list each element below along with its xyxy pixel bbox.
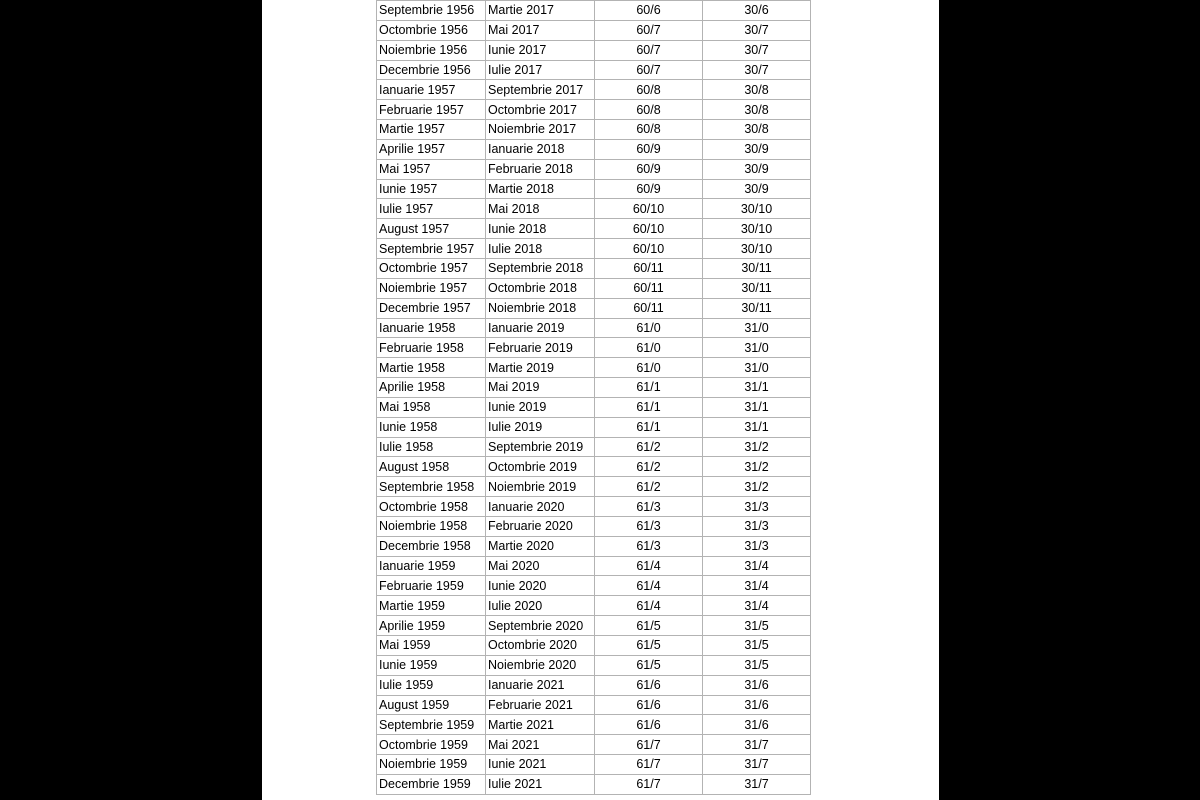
standard-age-cell: 60/9 xyxy=(595,139,703,159)
table-row xyxy=(377,100,811,120)
standard-age-cell: 61/4 xyxy=(595,576,703,596)
standard-age-cell: 61/2 xyxy=(595,437,703,457)
retirement-month-cell: Iunie 2021 xyxy=(486,755,595,775)
table-row xyxy=(377,596,811,616)
standard-age-cell: 61/5 xyxy=(595,616,703,636)
table-row xyxy=(377,40,811,60)
birth-month-cell: Februarie 1957 xyxy=(377,100,486,120)
standard-age-cell: 61/1 xyxy=(595,397,703,417)
standard-age-cell: 61/0 xyxy=(595,338,703,358)
standard-age-cell: 61/3 xyxy=(595,536,703,556)
standard-age-cell: 61/6 xyxy=(595,715,703,735)
retirement-month-cell: Noiembrie 2020 xyxy=(486,655,595,675)
retirement-month-cell: Mai 2021 xyxy=(486,735,595,755)
page-bottom-edge xyxy=(262,796,939,800)
contribution-period-cell: 31/4 xyxy=(703,556,811,576)
birth-month-cell: Octombrie 1959 xyxy=(377,735,486,755)
contribution-period-cell: 31/3 xyxy=(703,497,811,517)
contribution-period-cell: 31/3 xyxy=(703,536,811,556)
retirement-month-cell: Mai 2020 xyxy=(486,556,595,576)
table-row xyxy=(377,378,811,398)
retirement-month-cell: Martie 2018 xyxy=(486,179,595,199)
birth-month-cell: Mai 1958 xyxy=(377,397,486,417)
retirement-month-cell: Mai 2017 xyxy=(486,20,595,40)
table-row xyxy=(377,258,811,278)
contribution-period-cell: 30/8 xyxy=(703,80,811,100)
birth-month-cell: Septembrie 1958 xyxy=(377,477,486,497)
contribution-period-cell: 31/0 xyxy=(703,338,811,358)
contribution-period-cell: 30/8 xyxy=(703,100,811,120)
contribution-period-cell: 31/2 xyxy=(703,457,811,477)
standard-age-cell: 61/5 xyxy=(595,655,703,675)
retirement-month-cell: Iunie 2018 xyxy=(486,219,595,239)
contribution-period-cell: 31/2 xyxy=(703,437,811,457)
contribution-period-cell: 31/6 xyxy=(703,715,811,735)
contribution-period-cell: 30/7 xyxy=(703,20,811,40)
contribution-period-cell: 31/5 xyxy=(703,636,811,656)
birth-month-cell: Septembrie 1957 xyxy=(377,239,486,259)
birth-month-cell: Noiembrie 1956 xyxy=(377,40,486,60)
retirement-month-cell: Septembrie 2018 xyxy=(486,258,595,278)
birth-month-cell: Mai 1957 xyxy=(377,159,486,179)
birth-month-cell: Februarie 1959 xyxy=(377,576,486,596)
table-row xyxy=(377,735,811,755)
standard-age-cell: 60/6 xyxy=(595,1,703,21)
table-row xyxy=(377,1,811,21)
retirement-month-cell: Mai 2018 xyxy=(486,199,595,219)
retirement-month-cell: Ianuarie 2019 xyxy=(486,318,595,338)
contribution-period-cell: 31/5 xyxy=(703,655,811,675)
birth-month-cell: August 1958 xyxy=(377,457,486,477)
retirement-month-cell: Februarie 2018 xyxy=(486,159,595,179)
retirement-month-cell: Octombrie 2019 xyxy=(486,457,595,477)
birth-month-cell: Aprilie 1959 xyxy=(377,616,486,636)
birth-month-cell: Ianuarie 1957 xyxy=(377,80,486,100)
retirement-month-cell: Septembrie 2019 xyxy=(486,437,595,457)
contribution-period-cell: 31/2 xyxy=(703,477,811,497)
retirement-month-cell: Noiembrie 2017 xyxy=(486,120,595,140)
table-row xyxy=(377,358,811,378)
table-row xyxy=(377,417,811,437)
standard-age-cell: 61/4 xyxy=(595,556,703,576)
standard-age-cell: 61/1 xyxy=(595,378,703,398)
retirement-month-cell: Iunie 2020 xyxy=(486,576,595,596)
contribution-period-cell: 30/11 xyxy=(703,298,811,318)
standard-age-cell: 60/10 xyxy=(595,199,703,219)
standard-age-cell: 61/5 xyxy=(595,636,703,656)
retirement-month-cell: Noiembrie 2018 xyxy=(486,298,595,318)
birth-month-cell: Mai 1959 xyxy=(377,636,486,656)
retirement-month-cell: Martie 2020 xyxy=(486,536,595,556)
table-row xyxy=(377,60,811,80)
standard-age-cell: 60/8 xyxy=(595,80,703,100)
retirement-month-cell: Martie 2019 xyxy=(486,358,595,378)
birth-month-cell: Noiembrie 1957 xyxy=(377,278,486,298)
table-row xyxy=(377,80,811,100)
table-row xyxy=(377,675,811,695)
contribution-period-cell: 31/7 xyxy=(703,755,811,775)
retirement-month-cell: Noiembrie 2019 xyxy=(486,477,595,497)
retirement-month-cell: Iulie 2021 xyxy=(486,774,595,794)
retirement-month-cell: Septembrie 2020 xyxy=(486,616,595,636)
table-row xyxy=(377,278,811,298)
contribution-period-cell: 31/7 xyxy=(703,774,811,794)
standard-age-cell: 60/9 xyxy=(595,159,703,179)
table-row xyxy=(377,636,811,656)
table-row xyxy=(377,497,811,517)
contribution-period-cell: 31/5 xyxy=(703,616,811,636)
standard-age-cell: 60/7 xyxy=(595,60,703,80)
table-row xyxy=(377,397,811,417)
table-row xyxy=(377,616,811,636)
table-row xyxy=(377,219,811,239)
document-page xyxy=(262,0,939,800)
contribution-period-cell: 31/1 xyxy=(703,397,811,417)
table-row xyxy=(377,139,811,159)
retirement-month-cell: Octombrie 2020 xyxy=(486,636,595,656)
standard-age-cell: 60/8 xyxy=(595,100,703,120)
contribution-period-cell: 31/6 xyxy=(703,695,811,715)
contribution-period-cell: 30/10 xyxy=(703,239,811,259)
birth-month-cell: Decembrie 1957 xyxy=(377,298,486,318)
standard-age-cell: 60/9 xyxy=(595,179,703,199)
table-row xyxy=(377,536,811,556)
standard-age-cell: 61/7 xyxy=(595,735,703,755)
birth-month-cell: Iulie 1958 xyxy=(377,437,486,457)
retirement-month-cell: Ianuarie 2021 xyxy=(486,675,595,695)
standard-age-cell: 61/2 xyxy=(595,477,703,497)
retirement-month-cell: Mai 2019 xyxy=(486,378,595,398)
retirement-age-table xyxy=(376,0,811,795)
table-row xyxy=(377,556,811,576)
contribution-period-cell: 30/10 xyxy=(703,199,811,219)
contribution-period-cell: 31/1 xyxy=(703,378,811,398)
contribution-period-cell: 30/11 xyxy=(703,258,811,278)
table-row xyxy=(377,755,811,775)
birth-month-cell: Decembrie 1956 xyxy=(377,60,486,80)
table-row xyxy=(377,318,811,338)
retirement-month-cell: Octombrie 2017 xyxy=(486,100,595,120)
birth-month-cell: Octombrie 1957 xyxy=(377,258,486,278)
birth-month-cell: Iunie 1959 xyxy=(377,655,486,675)
contribution-period-cell: 31/4 xyxy=(703,596,811,616)
standard-age-cell: 61/0 xyxy=(595,318,703,338)
contribution-period-cell: 30/7 xyxy=(703,40,811,60)
birth-month-cell: Martie 1957 xyxy=(377,120,486,140)
birth-month-cell: Iunie 1957 xyxy=(377,179,486,199)
contribution-period-cell: 30/8 xyxy=(703,120,811,140)
birth-month-cell: Octombrie 1958 xyxy=(377,497,486,517)
table-row xyxy=(377,199,811,219)
contribution-period-cell: 31/0 xyxy=(703,318,811,338)
table-row xyxy=(377,120,811,140)
retirement-month-cell: Ianuarie 2020 xyxy=(486,497,595,517)
standard-age-cell: 61/3 xyxy=(595,516,703,536)
contribution-period-cell: 31/1 xyxy=(703,417,811,437)
birth-month-cell: Septembrie 1959 xyxy=(377,715,486,735)
table-row xyxy=(377,338,811,358)
contribution-period-cell: 31/6 xyxy=(703,675,811,695)
retirement-month-cell: Iulie 2018 xyxy=(486,239,595,259)
retirement-month-cell: Iulie 2020 xyxy=(486,596,595,616)
table-row xyxy=(377,655,811,675)
birth-month-cell: Februarie 1958 xyxy=(377,338,486,358)
retirement-month-cell: Octombrie 2018 xyxy=(486,278,595,298)
standard-age-cell: 61/3 xyxy=(595,497,703,517)
table-row xyxy=(377,159,811,179)
standard-age-cell: 60/11 xyxy=(595,298,703,318)
contribution-period-cell: 31/4 xyxy=(703,576,811,596)
contribution-period-cell: 30/9 xyxy=(703,139,811,159)
table-row xyxy=(377,695,811,715)
retirement-month-cell: Februarie 2019 xyxy=(486,338,595,358)
standard-age-cell: 61/4 xyxy=(595,596,703,616)
birth-month-cell: Martie 1959 xyxy=(377,596,486,616)
birth-month-cell: Ianuarie 1959 xyxy=(377,556,486,576)
birth-month-cell: Decembrie 1959 xyxy=(377,774,486,794)
retirement-month-cell: Iulie 2017 xyxy=(486,60,595,80)
standard-age-cell: 60/7 xyxy=(595,20,703,40)
standard-age-cell: 61/6 xyxy=(595,675,703,695)
standard-age-cell: 61/2 xyxy=(595,457,703,477)
standard-age-cell: 60/10 xyxy=(595,219,703,239)
retirement-month-cell: Iulie 2019 xyxy=(486,417,595,437)
table-row xyxy=(377,179,811,199)
retirement-month-cell: Martie 2021 xyxy=(486,715,595,735)
birth-month-cell: Iunie 1958 xyxy=(377,417,486,437)
birth-month-cell: August 1959 xyxy=(377,695,486,715)
birth-month-cell: Noiembrie 1958 xyxy=(377,516,486,536)
table-row xyxy=(377,516,811,536)
standard-age-cell: 61/7 xyxy=(595,755,703,775)
standard-age-cell: 61/6 xyxy=(595,695,703,715)
table-row xyxy=(377,774,811,794)
contribution-period-cell: 31/7 xyxy=(703,735,811,755)
standard-age-cell: 61/0 xyxy=(595,358,703,378)
retirement-month-cell: Septembrie 2017 xyxy=(486,80,595,100)
retirement-month-cell: Februarie 2020 xyxy=(486,516,595,536)
contribution-period-cell: 30/7 xyxy=(703,60,811,80)
contribution-period-cell: 31/0 xyxy=(703,358,811,378)
table-row xyxy=(377,477,811,497)
retirement-month-cell: Februarie 2021 xyxy=(486,695,595,715)
contribution-period-cell: 30/9 xyxy=(703,179,811,199)
standard-age-cell: 61/7 xyxy=(595,774,703,794)
birth-month-cell: Aprilie 1958 xyxy=(377,378,486,398)
standard-age-cell: 60/11 xyxy=(595,278,703,298)
birth-month-cell: Decembrie 1958 xyxy=(377,536,486,556)
birth-month-cell: Ianuarie 1958 xyxy=(377,318,486,338)
contribution-period-cell: 30/6 xyxy=(703,1,811,21)
birth-month-cell: Aprilie 1957 xyxy=(377,139,486,159)
retirement-month-cell: Iunie 2019 xyxy=(486,397,595,417)
table-row xyxy=(377,457,811,477)
standard-age-cell: 61/1 xyxy=(595,417,703,437)
contribution-period-cell: 31/3 xyxy=(703,516,811,536)
retirement-month-cell: Martie 2017 xyxy=(486,1,595,21)
retirement-month-cell: Iunie 2017 xyxy=(486,40,595,60)
standard-age-cell: 60/8 xyxy=(595,120,703,140)
birth-month-cell: Iulie 1957 xyxy=(377,199,486,219)
table-row xyxy=(377,298,811,318)
birth-month-cell: August 1957 xyxy=(377,219,486,239)
standard-age-cell: 60/11 xyxy=(595,258,703,278)
standard-age-cell: 60/7 xyxy=(595,40,703,60)
contribution-period-cell: 30/11 xyxy=(703,278,811,298)
birth-month-cell: Iulie 1959 xyxy=(377,675,486,695)
birth-month-cell: Noiembrie 1959 xyxy=(377,755,486,775)
standard-age-cell: 60/10 xyxy=(595,239,703,259)
table-row xyxy=(377,239,811,259)
birth-month-cell: Octombrie 1956 xyxy=(377,20,486,40)
birth-month-cell: Martie 1958 xyxy=(377,358,486,378)
contribution-period-cell: 30/9 xyxy=(703,159,811,179)
contribution-period-cell: 30/10 xyxy=(703,219,811,239)
table-row xyxy=(377,20,811,40)
table-row xyxy=(377,437,811,457)
birth-month-cell: Septembrie 1956 xyxy=(377,1,486,21)
table-row xyxy=(377,576,811,596)
table-row xyxy=(377,715,811,735)
table-body xyxy=(377,1,811,795)
retirement-month-cell: Ianuarie 2018 xyxy=(486,139,595,159)
